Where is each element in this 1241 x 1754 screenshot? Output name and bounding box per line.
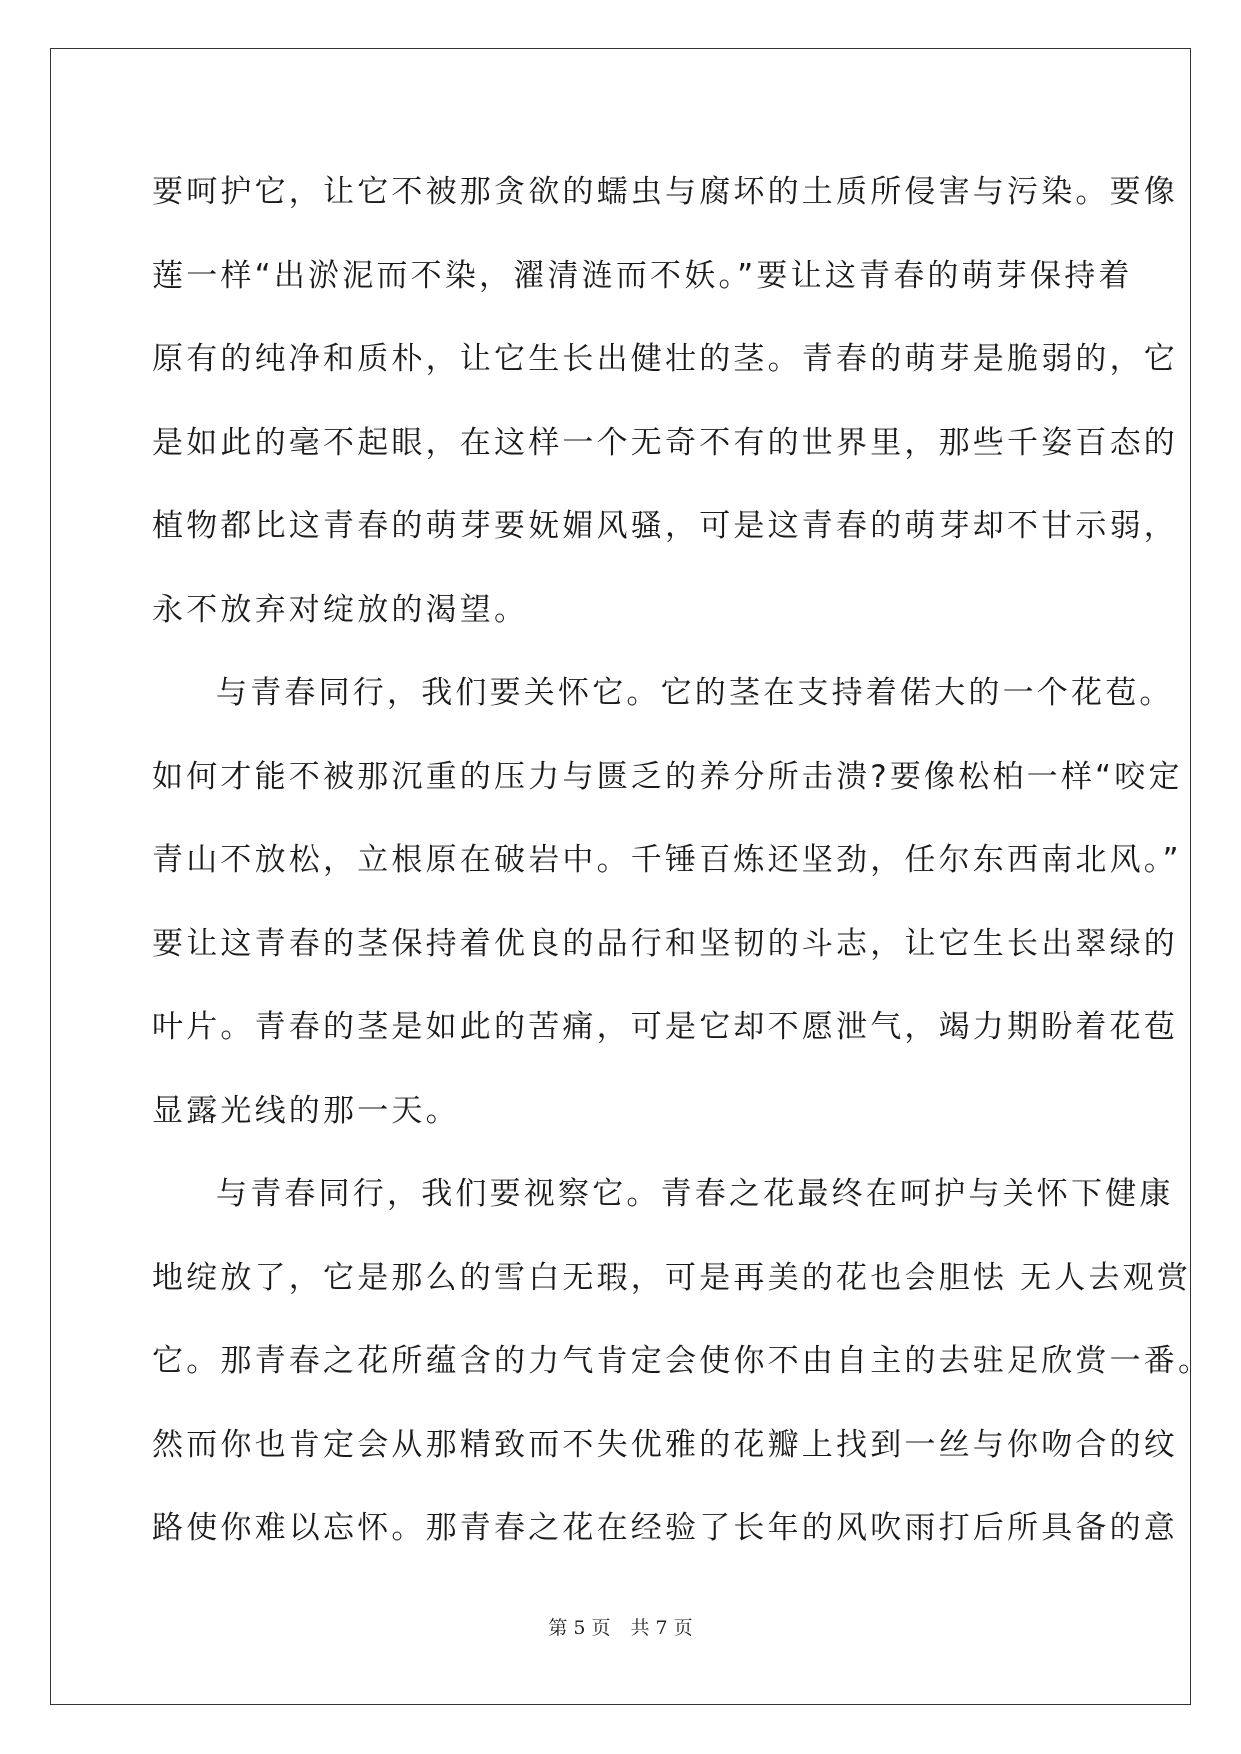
text-line: 路使你难以忘怀。那青春之花在经验了长年的风吹雨打后所具备的意 [152,1510,1178,1546]
text-line: 地绽放了，它是那么的雪白无瑕，可是再美的花也会胆怯 无人去观赏 [152,1259,1192,1296]
text-line: 永不放弃对绽放的渴望。 [152,591,529,628]
text-line: 要让这青春的茎保持着优良的品行和坚韧的斗志，让它生长出翠绿的 [152,925,1178,962]
text-line: 要呵护它，让它不被那贪欲的蠕虫与腐坏的土质所侵害与污染。要像 [152,174,1178,210]
document-body [152,162,1213,1582]
paragraph-start-line: 与青春同行，我们要关怀它。它的茎在支持着偌大的一个花苞。 [216,675,1174,711]
text-line: 植物都比这青春的萌芽要妩媚风骚，可是这青春的萌芽却不甘示弱， [152,508,1178,544]
text-line: 是如此的毫不起眼，在这样一个无奇不有的世界里，那些千姿百态的 [152,424,1178,461]
text-line: 然而你也肯定会从那精致而不失优雅的花瓣上找到一丝与你吻合的纹 [152,1426,1178,1463]
text-line: 叶片。青春的茎是如此的苦痛，可是它却不愿泄气，竭力期盼着花苞 [152,1009,1178,1045]
text-line: 它。那青春之花所蕴含的力气肯定会使你不由自主的去驻足欣赏一番。 [152,1343,1213,1379]
text-line: 如何才能不被那沉重的压力与匮乏的养分所击溃?要像松柏一样“咬定 [152,758,1183,795]
page-footer [0,1613,1241,1640]
text-line: 莲一样“出淤泥而不染，濯清涟而不妖。”要让这青春的萌芽保持着 [152,257,1133,294]
page-total: 共 7 页 [630,1617,693,1639]
text-line: 青山不放松，立根原在破岩中。千锤百炼还坚劲，任尔东西南北风。” [152,842,1182,878]
text-line: 原有的纯净和质朴，让它生长出健壮的茎。青春的萌芽是脆弱的，它 [152,341,1178,377]
page-number: 第 5 页 [548,1617,611,1639]
paragraph-start-line: 与青春同行，我们要视察它。青春之花最终在呵护与关怀下健康 [216,1176,1174,1212]
text-line: 显露光线的那一天。 [152,1092,460,1129]
